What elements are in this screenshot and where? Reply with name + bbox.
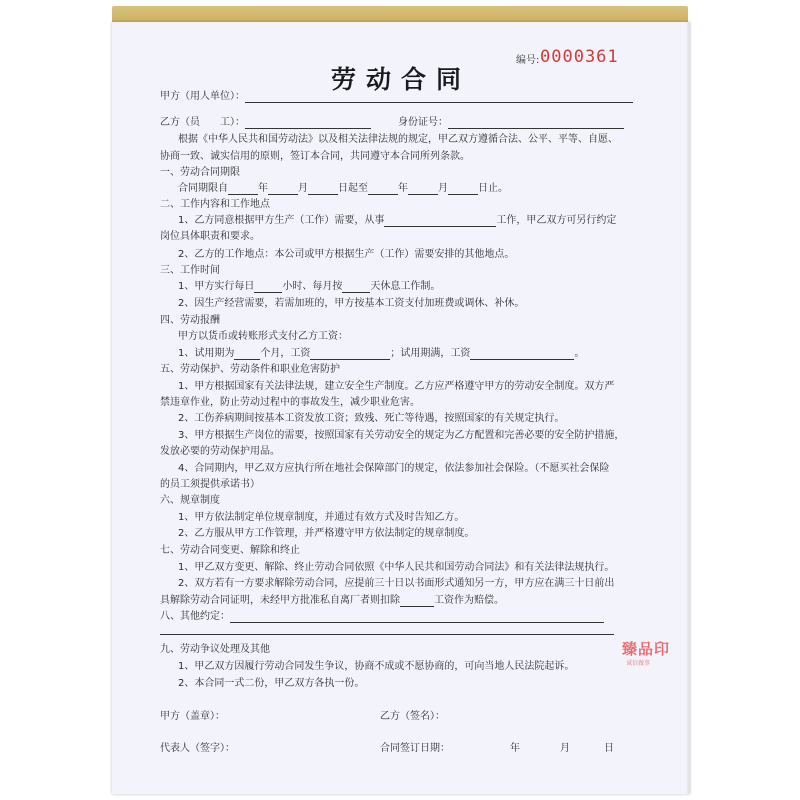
s7-p1: 1、甲乙双方变更、解除、终止劳动合同依照《中华人民共和国劳动合同法》和有关法律法规执行。 <box>178 562 615 573</box>
brand-watermark-sub: 诚信做事 <box>626 660 651 667</box>
s4-p1-mid2: ；试用期满，工资 <box>390 348 471 359</box>
party-b-field[interactable] <box>245 117 371 129</box>
s2-p1-tail: 工作，甲乙双方可另行约定 <box>496 215 617 226</box>
party-a-field[interactable] <box>245 91 633 103</box>
s9-title: 九、劳动争议处理及其他 <box>160 644 270 655</box>
daily-hours-field[interactable] <box>254 281 282 293</box>
probation-months-field[interactable] <box>234 348 260 360</box>
s4-p1-row <box>178 347 584 360</box>
s3-p1-row <box>178 280 440 293</box>
party-b-sign: 乙方（签名）： <box>380 711 445 722</box>
s1-year-1: 年 <box>258 183 268 194</box>
end-year-field[interactable] <box>368 183 398 195</box>
s2-p2: 2、乙方的工作地点：本公司或甲方根据生产（工作）需要安排的其他地点。 <box>178 249 515 260</box>
party-a-row <box>160 90 633 103</box>
s4-p1-end: 。 <box>574 348 585 359</box>
s4-p1-label: 1、试用期为 <box>178 348 235 359</box>
document-title: 劳动合同 <box>330 65 471 94</box>
other-terms-field-2[interactable] <box>160 634 614 635</box>
sign-date-label: 合同签订日期： <box>380 743 450 754</box>
end-month-field[interactable] <box>408 183 438 195</box>
end-day-field[interactable] <box>448 183 478 195</box>
s5-p1b: 禁违章作业，防止劳动过程中的事故发生，减少职业危害。 <box>160 397 420 408</box>
id-label: 身份证号： <box>398 117 448 128</box>
s4-p1-mid: 个月，工资 <box>260 348 311 359</box>
s5-p3a: 3、甲方根据生产岗位的需要，按照国家有关劳动安全的规定为乙方配置和完善必要的安全防护措施， <box>178 430 625 441</box>
start-month-field[interactable] <box>268 183 298 195</box>
start-year-field[interactable] <box>228 183 258 195</box>
s1-term-label: 合同期限自 <box>178 183 228 194</box>
s1-month-2: 月 <box>438 183 448 194</box>
serial-number: 0000361 <box>540 47 619 67</box>
s4-p0: 甲方以货币或转账形式支付乙方工资： <box>178 331 348 342</box>
representative-sign: 代表人（签字）： <box>160 743 235 754</box>
s5-p2: 2、工伤养病期间按基本工资发放工资；致残、死亡等待遇，按照国家的有关规定执行。 <box>178 413 565 424</box>
s6-title: 六、规章制度 <box>160 495 220 506</box>
s3-p1-mid: 小时、每月按 <box>282 281 343 292</box>
preamble-line-1: 根据《中华人民共和国劳动法》以及相关法律法规的规定，甲乙双方遵循合法、公平、平等、自愿、 <box>178 134 618 145</box>
s9-p1: 1、甲乙双方因履行劳动合同发生争议，协商不成或不愿协商的，可向当地人民法院起诉。 <box>178 661 575 672</box>
start-day-field[interactable] <box>308 183 338 195</box>
s6-p1: 1、甲方依法制定单位规章制度，并通过有效方式及时告知乙方。 <box>178 512 465 523</box>
sign-month: 月 <box>560 743 570 754</box>
s5-title: 五、劳动保护、劳动条件和职业危害防护 <box>160 364 340 375</box>
s5-p4a: 4、合同期内，甲乙双方应执行所在地社会保障部门的规定，依法参加社会保险。（不愿买社会保险 <box>178 463 610 474</box>
job-field[interactable] <box>384 215 496 227</box>
s7-p2b-row <box>160 594 504 607</box>
s2-p1-label: 1、乙方同意根据甲方生产（工作）需要，从事 <box>178 215 385 226</box>
s3-p1-tail: 天休息工作制。 <box>370 281 441 292</box>
probation-wage-field[interactable] <box>310 348 390 360</box>
party-b-row <box>160 116 371 129</box>
s1-year-2: 年 <box>398 183 408 194</box>
s2-p1-row <box>178 214 616 227</box>
serial-label: 编号: <box>516 55 540 66</box>
s5-p4b: 的员工须提供承诺书） <box>160 479 260 490</box>
s2-title: 二、工作内容和工作地点 <box>160 199 270 210</box>
s5-p1a: 1、甲方根据国家有关法律法规，建立安全生产制度。乙方应严格遵守甲方的劳动安全制度。双方严 <box>178 381 615 392</box>
s3-p2: 2、因生产经营需要，若需加班的，甲方按基本工资支付加班费或调休、补休。 <box>178 298 525 309</box>
s3-title: 三、工作时间 <box>160 265 220 276</box>
s7-p2a: 2、双方若有一方要求解除劳动合同，应提前三十日以书面形式通知另一方，甲方应在满三十日前出 <box>178 578 615 589</box>
id-row <box>398 116 624 129</box>
s1-month-1: 月 <box>298 183 308 194</box>
id-field[interactable] <box>448 117 624 129</box>
sign-year: 年 <box>510 743 520 754</box>
party-a-seal: 甲方（盖章）： <box>160 711 225 722</box>
s1-title: 一、劳动合同期限 <box>160 167 240 178</box>
s2-p1c: 岗位具体职责和要求。 <box>160 231 260 242</box>
s1-day-from: 日起至 <box>338 183 368 194</box>
s9-p2: 2、本合同一式二份，甲乙双方各执一份。 <box>178 678 365 689</box>
s7-title: 七、劳动合同变更、解除和终止 <box>160 545 300 556</box>
s8-row <box>160 610 604 623</box>
s7-p2c: 工资作为赔偿。 <box>434 595 504 606</box>
other-terms-field-1[interactable] <box>230 611 604 623</box>
brand-watermark: 臻品印 <box>622 640 671 658</box>
s1-term-row <box>178 182 508 195</box>
s4-title: 四、劳动报酬 <box>160 315 220 326</box>
s8-title: 八、其他约定： <box>160 611 230 622</box>
monthly-rest-field[interactable] <box>342 281 370 293</box>
s7-p2b-label: 具解除劳动合同证明，未经甲方批准私自离厂者则扣除 <box>160 595 400 606</box>
s3-p1-label: 1、甲方实行每日 <box>178 281 255 292</box>
sign-day: 日 <box>604 743 614 754</box>
s5-p3b: 发放必要的劳动保护用品。 <box>160 446 280 457</box>
deduction-field[interactable] <box>400 595 434 607</box>
regular-wage-field[interactable] <box>470 348 574 360</box>
preamble-line-2: 协商一致、诚实信用的原则，签订本合同，共同遵守本合同所列条款。 <box>160 151 470 162</box>
s1-day-end: 日止。 <box>478 183 508 194</box>
party-a-label: 甲方（用人单位）： <box>160 91 245 102</box>
party-b-label: 乙方（员 工）： <box>160 117 245 128</box>
s6-p2: 2、乙方服从甲方工作管理，并严格遵守甲方依法制定的规章制度。 <box>178 528 475 539</box>
